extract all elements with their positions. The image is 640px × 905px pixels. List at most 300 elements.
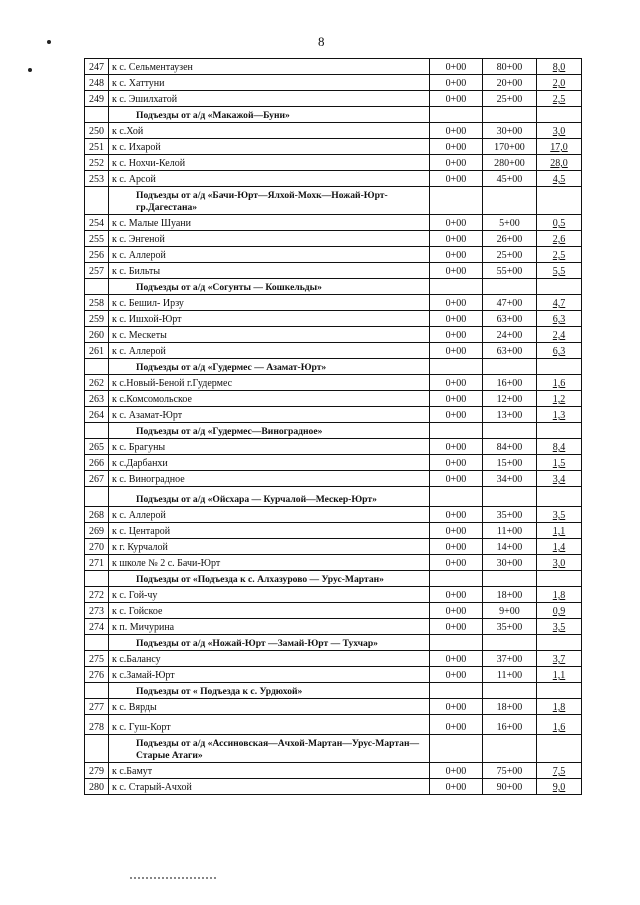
row-number: 267 [85, 471, 109, 487]
end-cell [483, 187, 537, 215]
row-number: 280 [85, 779, 109, 795]
length-km [537, 295, 582, 311]
end-cell [483, 571, 537, 587]
length-km [537, 123, 582, 139]
section-title: Подъезды от а/д «Макажой—Буни» [109, 107, 430, 123]
length-km [537, 763, 582, 779]
end-km: 280+00 [483, 155, 537, 171]
row-number: 256 [85, 247, 109, 263]
length-cell [537, 683, 582, 699]
road-name: к с. Азамат-Юрт [109, 407, 430, 423]
end-km: 35+00 [483, 619, 537, 635]
road-name: к с. Аллерой [109, 507, 430, 523]
length-km [537, 699, 582, 715]
length-km-value: 3,4 [552, 474, 566, 485]
length-cell [537, 571, 582, 587]
road-name: к с. Арсой [109, 171, 430, 187]
section-header-row [85, 279, 582, 295]
length-km-value: 1,8 [552, 590, 566, 601]
length-km-value: 4,7 [552, 298, 566, 309]
end-km: 35+00 [483, 507, 537, 523]
length-km [537, 779, 582, 795]
table-row [85, 231, 582, 247]
table-row [85, 123, 582, 139]
row-number: 275 [85, 651, 109, 667]
road-name: к с. Энгеной [109, 231, 430, 247]
end-km: 18+00 [483, 587, 537, 603]
end-cell [483, 635, 537, 651]
end-km: 34+00 [483, 471, 537, 487]
start-km: 0+00 [430, 699, 483, 715]
start-km: 0+00 [430, 507, 483, 523]
start-cell [430, 683, 483, 699]
section-header-row [85, 635, 582, 651]
start-km: 0+00 [430, 231, 483, 247]
section-title: Подъезды от а/д «Ножай-Юрт —Замай-Юрт — Тухчар» [109, 635, 430, 651]
end-km: 47+00 [483, 295, 537, 311]
length-km [537, 215, 582, 231]
row-number: 260 [85, 327, 109, 343]
table-row [85, 603, 582, 619]
road-name: к с. Старый-Ачхой [109, 779, 430, 795]
road-name: к п. Мичурина [109, 619, 430, 635]
table-row [85, 715, 582, 735]
section-title: Подъезды от а/д «Гудермес — Азамат-Юрт» [109, 359, 430, 375]
length-cell [537, 359, 582, 375]
row-number-cell [85, 359, 109, 375]
end-km: 55+00 [483, 263, 537, 279]
start-km: 0+00 [430, 471, 483, 487]
start-cell [430, 187, 483, 215]
start-km: 0+00 [430, 263, 483, 279]
row-number: 247 [85, 59, 109, 75]
start-km: 0+00 [430, 539, 483, 555]
length-km-value: 1,8 [552, 702, 566, 713]
length-km-value: 17,0 [550, 142, 568, 153]
start-km: 0+00 [430, 91, 483, 107]
end-cell [483, 107, 537, 123]
length-km [537, 171, 582, 187]
section-header-row [85, 683, 582, 699]
end-km: 20+00 [483, 75, 537, 91]
start-km: 0+00 [430, 619, 483, 635]
length-km [537, 263, 582, 279]
road-name: к с.Дарбанхи [109, 455, 430, 471]
table-row [85, 555, 582, 571]
start-km: 0+00 [430, 587, 483, 603]
length-km [537, 507, 582, 523]
row-number: 278 [85, 715, 109, 735]
end-km: 25+00 [483, 247, 537, 263]
road-name: к с. Аллерой [109, 247, 430, 263]
road-name: к с. Гойское [109, 603, 430, 619]
length-km-value: 8,0 [552, 62, 566, 73]
table-row [85, 91, 582, 107]
row-number: 254 [85, 215, 109, 231]
end-km: 80+00 [483, 59, 537, 75]
table-row [85, 455, 582, 471]
start-km: 0+00 [430, 391, 483, 407]
start-km: 0+00 [430, 59, 483, 75]
start-km: 0+00 [430, 603, 483, 619]
start-km: 0+00 [430, 763, 483, 779]
length-cell [537, 635, 582, 651]
length-km-value: 3,0 [552, 558, 566, 569]
table-row [85, 439, 582, 455]
end-km: 37+00 [483, 651, 537, 667]
length-km [537, 539, 582, 555]
roads-table [84, 58, 582, 795]
start-km: 0+00 [430, 407, 483, 423]
table-row [85, 407, 582, 423]
row-number: 268 [85, 507, 109, 523]
length-km-value: 2,5 [552, 94, 566, 105]
length-km [537, 471, 582, 487]
end-km: 12+00 [483, 391, 537, 407]
start-km: 0+00 [430, 311, 483, 327]
end-km: 90+00 [483, 779, 537, 795]
row-number: 279 [85, 763, 109, 779]
row-number: 263 [85, 391, 109, 407]
end-km: 5+00 [483, 215, 537, 231]
length-km [537, 715, 582, 735]
length-km [537, 391, 582, 407]
end-km: 11+00 [483, 523, 537, 539]
row-number: 257 [85, 263, 109, 279]
end-km: 18+00 [483, 699, 537, 715]
table-row [85, 375, 582, 391]
table-row [85, 587, 582, 603]
row-number: 253 [85, 171, 109, 187]
row-number: 264 [85, 407, 109, 423]
row-number: 258 [85, 295, 109, 311]
section-header-row [85, 487, 582, 507]
row-number: 274 [85, 619, 109, 635]
start-cell [430, 279, 483, 295]
start-km: 0+00 [430, 155, 483, 171]
start-cell [430, 487, 483, 507]
row-number: 270 [85, 539, 109, 555]
row-number: 262 [85, 375, 109, 391]
length-cell [537, 487, 582, 507]
row-number-cell [85, 279, 109, 295]
table-row [85, 263, 582, 279]
table-row [85, 75, 582, 91]
end-cell [483, 683, 537, 699]
road-name: к с. Эшилхатой [109, 91, 430, 107]
table-row [85, 667, 582, 683]
start-km: 0+00 [430, 667, 483, 683]
start-cell [430, 635, 483, 651]
length-km-value: 2,4 [552, 330, 566, 341]
length-cell [537, 423, 582, 439]
length-km-value: 1,1 [552, 670, 566, 681]
row-number: 251 [85, 139, 109, 155]
end-km: 16+00 [483, 375, 537, 391]
length-km-value: 1,6 [552, 378, 566, 389]
table-row [85, 523, 582, 539]
length-km-value: 8,4 [552, 442, 566, 453]
road-name: к с.Комсомольское [109, 391, 430, 407]
road-name: к с. Малые Шуани [109, 215, 430, 231]
start-km: 0+00 [430, 455, 483, 471]
road-name: к с.Бамут [109, 763, 430, 779]
road-name: к школе № 2 с. Бачи-Юрт [109, 555, 430, 571]
start-km: 0+00 [430, 215, 483, 231]
start-km: 0+00 [430, 247, 483, 263]
length-cell [537, 279, 582, 295]
start-km: 0+00 [430, 779, 483, 795]
road-name: к с. Брагуны [109, 439, 430, 455]
row-number-cell [85, 487, 109, 507]
length-km-value: 5,5 [552, 266, 566, 277]
length-km-value: 2,6 [552, 234, 566, 245]
length-km [537, 231, 582, 247]
end-km: 9+00 [483, 603, 537, 619]
page-number: 8 [318, 34, 325, 49]
table-row [85, 699, 582, 715]
length-km-value: 1,5 [552, 458, 566, 469]
start-km: 0+00 [430, 295, 483, 311]
start-km: 0+00 [430, 523, 483, 539]
row-number-cell [85, 423, 109, 439]
row-number-cell [85, 107, 109, 123]
road-name: к с.Хой [109, 123, 430, 139]
row-number: 269 [85, 523, 109, 539]
road-name: к с. Нохчи-Келой [109, 155, 430, 171]
end-km: 170+00 [483, 139, 537, 155]
end-km: 11+00 [483, 667, 537, 683]
row-number: 276 [85, 667, 109, 683]
road-name: к с. Сельментаузен [109, 59, 430, 75]
row-number: 266 [85, 455, 109, 471]
road-name: к с. Ихарой [109, 139, 430, 155]
start-cell [430, 423, 483, 439]
length-km-value: 2,5 [552, 250, 566, 261]
length-km [537, 247, 582, 263]
end-km: 26+00 [483, 231, 537, 247]
length-km [537, 455, 582, 471]
road-name: к с.Новый-Беной г.Гудермес [109, 375, 430, 391]
table-row [85, 215, 582, 231]
table-row [85, 471, 582, 487]
length-km [537, 619, 582, 635]
road-name: к с. Мескеты [109, 327, 430, 343]
end-cell [483, 423, 537, 439]
road-name: к с. Хаттуни [109, 75, 430, 91]
length-km [537, 75, 582, 91]
row-number: 272 [85, 587, 109, 603]
section-title: Подъезды от а/д «Согунты — Кошкельды» [109, 279, 430, 295]
row-number: 265 [85, 439, 109, 455]
road-name: к с. Гой-чу [109, 587, 430, 603]
table-row [85, 311, 582, 327]
scan-artifact [130, 877, 216, 879]
row-number: 273 [85, 603, 109, 619]
row-number-cell [85, 571, 109, 587]
section-title: Подъезды от а/д «Ассиновская—Ачхой-Мартан—Урус-Мартан— Старые Атаги» [109, 735, 430, 763]
road-name: к г. Курчалой [109, 539, 430, 555]
start-km: 0+00 [430, 123, 483, 139]
road-name: к с. Ишхой-Юрт [109, 311, 430, 327]
section-header-row [85, 735, 582, 763]
length-km [537, 407, 582, 423]
length-km [537, 587, 582, 603]
start-km: 0+00 [430, 555, 483, 571]
section-header-row [85, 359, 582, 375]
row-number: 248 [85, 75, 109, 91]
section-title: Подъезды от а/д «Гудермес—Виноградное» [109, 423, 430, 439]
length-cell [537, 107, 582, 123]
section-title: Подъезды от « Подъезда к с. Урдюхой» [109, 683, 430, 699]
table-row [85, 343, 582, 359]
row-number-cell [85, 635, 109, 651]
table-row [85, 171, 582, 187]
scan-dot [47, 40, 51, 44]
row-number-cell [85, 735, 109, 763]
road-name: к с. Бешил- Ирзу [109, 295, 430, 311]
end-km: 14+00 [483, 539, 537, 555]
row-number: 259 [85, 311, 109, 327]
row-number: 271 [85, 555, 109, 571]
length-km-value: 4,5 [552, 174, 566, 185]
end-km: 45+00 [483, 171, 537, 187]
length-km [537, 155, 582, 171]
length-km-value: 3,0 [552, 126, 566, 137]
table-row [85, 155, 582, 171]
road-name: к с. Гуш-Корт [109, 715, 430, 735]
road-name: к с. Виноградное [109, 471, 430, 487]
length-km-value: 2,0 [552, 78, 566, 89]
row-number: 255 [85, 231, 109, 247]
table-row [85, 651, 582, 667]
road-name: к с.Замай-Юрт [109, 667, 430, 683]
end-cell [483, 279, 537, 295]
start-km: 0+00 [430, 75, 483, 91]
road-name: к с. Бильты [109, 263, 430, 279]
length-km [537, 651, 582, 667]
length-km-value: 1,2 [552, 394, 566, 405]
table-row [85, 507, 582, 523]
road-name: к с. Аллерой [109, 343, 430, 359]
length-km-value: 7,5 [552, 766, 566, 777]
end-km: 16+00 [483, 715, 537, 735]
section-title: Подъезды от а/д «Ойсхара — Курчалой—Мескер-Юрт» [109, 487, 430, 507]
length-km-value: 28,0 [550, 158, 568, 169]
length-km [537, 523, 582, 539]
section-header-row [85, 423, 582, 439]
table-row [85, 139, 582, 155]
row-number: 250 [85, 123, 109, 139]
end-km: 84+00 [483, 439, 537, 455]
end-km: 75+00 [483, 763, 537, 779]
section-title: Подъезды от «Подъезда к с. Алхазурово — Урус-Мартан» [109, 571, 430, 587]
end-cell [483, 359, 537, 375]
table-row [85, 295, 582, 311]
start-km: 0+00 [430, 715, 483, 735]
start-km: 0+00 [430, 171, 483, 187]
length-km [537, 311, 582, 327]
length-km-value: 0,5 [552, 218, 566, 229]
end-km: 24+00 [483, 327, 537, 343]
start-km: 0+00 [430, 375, 483, 391]
length-km-value: 3,5 [552, 622, 566, 633]
length-km [537, 91, 582, 107]
length-km [537, 139, 582, 155]
length-km-value: 3,7 [552, 654, 566, 665]
end-km: 15+00 [483, 455, 537, 471]
row-number-cell [85, 683, 109, 699]
length-km-value: 0,9 [552, 606, 566, 617]
length-km [537, 343, 582, 359]
start-km: 0+00 [430, 343, 483, 359]
table-row [85, 391, 582, 407]
start-cell [430, 107, 483, 123]
length-km-value: 1,6 [552, 722, 566, 733]
length-km-value: 1,3 [552, 410, 566, 421]
table-row [85, 539, 582, 555]
row-number-cell [85, 187, 109, 215]
end-km: 30+00 [483, 555, 537, 571]
length-km-value: 3,5 [552, 510, 566, 521]
section-title: Подъезды от а/д «Бачи-Юрт—Ялхой-Мохк—Ножай-Юрт-гр.Дагестана» [109, 187, 430, 215]
section-header-row [85, 571, 582, 587]
road-name: к с.Балансу [109, 651, 430, 667]
road-name: к с. Вярды [109, 699, 430, 715]
row-number: 261 [85, 343, 109, 359]
table-row [85, 763, 582, 779]
end-km: 25+00 [483, 91, 537, 107]
start-km: 0+00 [430, 327, 483, 343]
length-km [537, 327, 582, 343]
length-km [537, 439, 582, 455]
length-km [537, 59, 582, 75]
row-number: 277 [85, 699, 109, 715]
end-km: 63+00 [483, 343, 537, 359]
start-cell [430, 359, 483, 375]
length-km-value: 6,3 [552, 346, 566, 357]
start-km: 0+00 [430, 439, 483, 455]
length-km [537, 375, 582, 391]
road-name: к с. Центарой [109, 523, 430, 539]
length-km [537, 555, 582, 571]
length-km-value: 1,4 [552, 542, 566, 553]
row-number: 252 [85, 155, 109, 171]
table-row [85, 247, 582, 263]
start-km: 0+00 [430, 139, 483, 155]
length-km-value: 6,3 [552, 314, 566, 325]
section-header-row [85, 107, 582, 123]
table-row [85, 327, 582, 343]
row-number: 249 [85, 91, 109, 107]
roads-table-body [85, 59, 582, 795]
scan-dot [28, 68, 32, 72]
start-cell [430, 735, 483, 763]
length-cell [537, 187, 582, 215]
length-km [537, 603, 582, 619]
end-km: 63+00 [483, 311, 537, 327]
end-km: 30+00 [483, 123, 537, 139]
end-cell [483, 487, 537, 507]
length-km [537, 667, 582, 683]
end-km: 13+00 [483, 407, 537, 423]
length-km-value: 1,1 [552, 526, 566, 537]
end-cell [483, 735, 537, 763]
length-cell [537, 735, 582, 763]
start-km: 0+00 [430, 651, 483, 667]
table-row [85, 779, 582, 795]
length-km-value: 9,0 [552, 782, 566, 793]
